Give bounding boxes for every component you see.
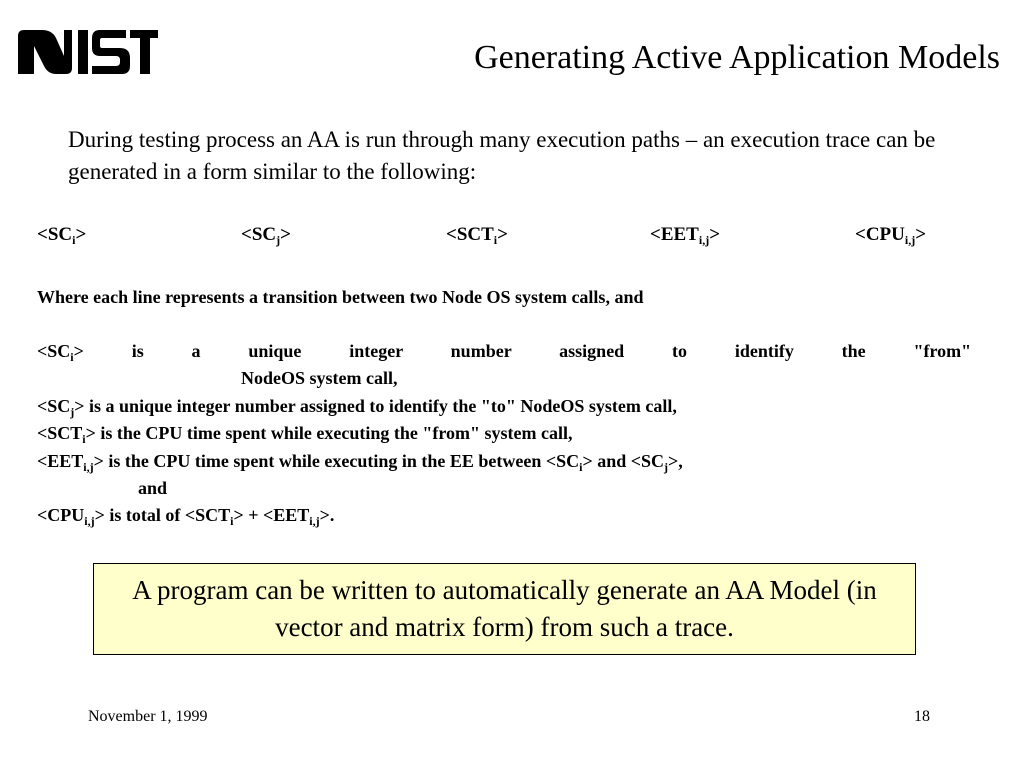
footer-page-number: 18 <box>914 708 930 725</box>
where-line: Where each line represents a transition between two Node OS system calls, and <box>37 287 644 307</box>
definition-and: and <box>138 478 168 498</box>
trace-field-scti: $<SCT_i>$ <box>446 224 508 247</box>
word: the <box>841 341 866 361</box>
word: to <box>672 341 688 361</box>
word: is <box>131 341 144 361</box>
definition-sci-term: $<SC_i>$ <box>37 341 84 364</box>
intro-paragraph: During testing process an AA is run through many execution paths – an execution trace can be generated in a form similar to the following: <box>68 127 936 184</box>
trace-field-eet: $<EET_{i,j}>$ <box>650 224 721 247</box>
word: unique <box>248 341 302 361</box>
slide-title: Generating Active Application Models <box>474 39 1000 76</box>
definition-eet: $<EET_{i,j}>$ is the CPU time spent while executing in the EE between $<SC_i>$ and $<SC_j>$, <box>37 451 683 474</box>
definition-sci-continuation: NodeOS system call, <box>241 368 398 388</box>
word: assigned <box>559 341 625 361</box>
trace-field-sci: $<SC_i>$ <box>37 224 87 247</box>
definition-scj: $<SC_j>$ is a unique integer number assigned to identify the "to" NodeOS system call, <box>37 396 677 419</box>
word: number <box>450 341 512 361</box>
trace-field-scj: $<SC_j>$ <box>241 224 291 247</box>
definition-sci <box>37 339 971 363</box>
definition-cpu: $<CPU_{i,j}>$ is total of $<SCT_i> + <EET_{i,j}>$. <box>37 505 335 528</box>
nist-logo <box>18 30 158 74</box>
word: identify <box>734 341 794 361</box>
trace-format-row <box>0 224 1024 254</box>
footer-date: November 1, 1999 <box>88 708 208 725</box>
word: a <box>191 341 201 361</box>
callout-text: A program can be written to automatically generate an AA Model (in vector and matrix form) from such a trace. <box>132 575 877 642</box>
trace-field-cpu: $<CPU_{i,j}>$ <box>855 224 927 247</box>
word: "from" <box>913 341 972 361</box>
nist-logo-graphic <box>18 30 158 74</box>
word: integer <box>349 341 403 361</box>
callout-box <box>93 563 916 655</box>
definition-scti: $<SCT_i>$ is the CPU time spent while executing the "from" system call, <box>37 423 573 446</box>
